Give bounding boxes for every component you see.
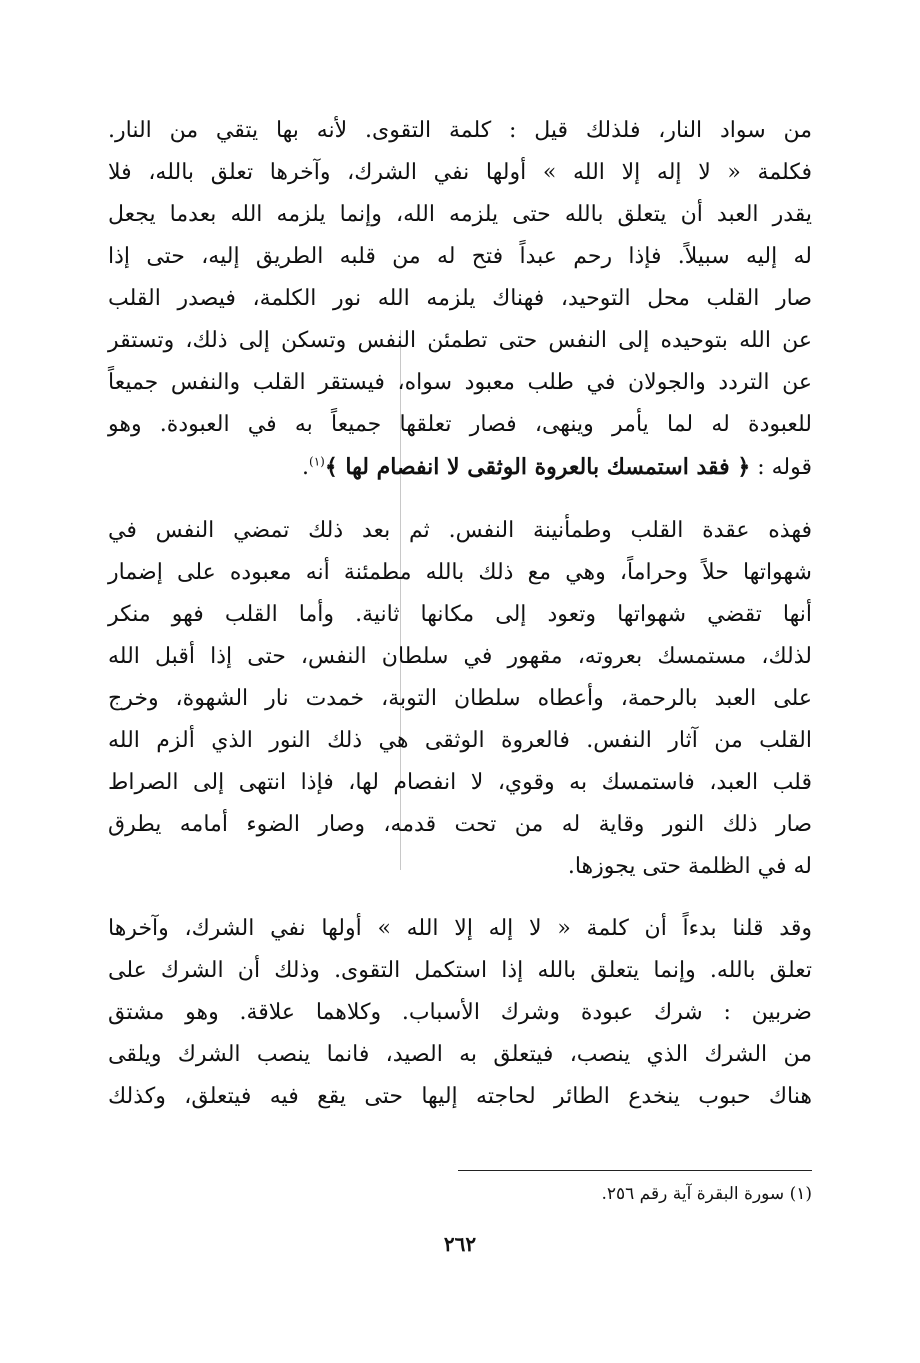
page-number: ٢٦٢: [443, 1232, 477, 1256]
text-line: هناك حبوب ينخدع الطائر لحاجته إليها حتى يقع فيه فيتعلق، وكذلك: [108, 1084, 812, 1109]
text-line: من سواد النار، فلذلك قيل : كلمة التقوى. لأنه بها يتقي من النار.: [108, 118, 812, 143]
paragraph-1: [108, 110, 812, 488]
text-line: له إليه سبيلاً. فإذا رحم عبداً فتح له من قلبه الطريق إليه، حتى إذا: [108, 244, 812, 269]
text-line: عن التردد والجولان في طلب معبود سواه، فيستقر القلب والنفس جميعاً: [108, 370, 812, 395]
footnote-divider: [458, 1170, 812, 1171]
footnote: (١) سورة البقرة آية رقم ٢٥٦.: [601, 1184, 812, 1204]
text-line: أنها تقضي شهواتها وتعود إلى مكانها ثانية. وأما القلب فهو منكر: [108, 602, 812, 627]
text-line: عن الله بتوحيده إلى النفس حتى تطمئن النفس وتسكن إلى ذلك، وتستقر: [108, 328, 812, 353]
verse-line: [108, 446, 812, 488]
text-line: له في الظلمة حتى يجوزها.: [567, 854, 812, 879]
text-line: وقد قلنا بدءاً أن كلمة « لا إله إلا الله » أولها نفي الشرك، وآخرها: [108, 916, 812, 941]
text-line: للعبودة له لما يأمر وينهى، فصار تعلقها جميعاً به في العبودة. وهو: [108, 412, 812, 437]
paragraph-2: [108, 510, 812, 888]
text-line: ضربين : شرك عبودة وشرك الأسباب. وكلاهما علاقة. وهو مشتق: [108, 1000, 812, 1025]
text-line: من الشرك الذي ينصب، فيتعلق به الصيد، فانما ينصب الشرك ويلقى: [108, 1042, 812, 1067]
footnote-reference: (١): [309, 454, 325, 469]
text-line: يقدر العبد أن يتعلق بالله حتى يلزمه الله، وإنما يلزمه الله بعدما يجعل: [108, 202, 812, 227]
text-line: فكلمة « لا إله إلا الله » أولها نفي الشرك، وآخرها تعلق بالله، فلا: [108, 160, 812, 185]
verse-intro: قوله :: [750, 455, 812, 480]
text-line: تعلق بالله. وإنما يتعلق بالله إذا استكمل التقوى. وذلك أن الشرك على: [108, 958, 812, 983]
text-line: على العبد بالرحمة، وأعطاه سلطان التوبة، خمدت نار الشهوة، وخرج: [108, 686, 812, 711]
paragraph-3: [108, 908, 812, 1118]
text-line: قلب العبد، فاستمسك به وقوي، لا انفصام لها، فإذا انتهى إلى الصراط: [108, 770, 812, 795]
quran-verse: ﴿ فقد استمسك بالعروة الوثقى لا انفصام لها ﴾: [324, 454, 751, 480]
text-line: لذلك، مستمسك بعروته، مقهور في سلطان النفس، حتى إذا أقبل الله: [108, 644, 812, 669]
text-line: صار ذلك النور وقاية له من تحت قدمه، وصار الضوء أمامه يطرق: [108, 812, 812, 837]
text-line: فهذه عقدة القلب وطمأنينة النفس. ثم بعد ذلك تمضي النفس في: [108, 518, 812, 543]
verse-end-punctuation: .: [302, 455, 309, 480]
text-line: صار القلب محل التوحيد، فهناك يلزمه الله نور الكلمة، فيصدر القلب: [108, 286, 812, 311]
text-line: شهواتها حلاً وحراماً، وهي مع ذلك بالله مطمئنة أنه معبوده على إضمار: [108, 560, 812, 585]
text-line: القلب من آثار النفس. فالعروة الوثقى هي ذلك النور الذي ألزم الله: [108, 728, 812, 753]
